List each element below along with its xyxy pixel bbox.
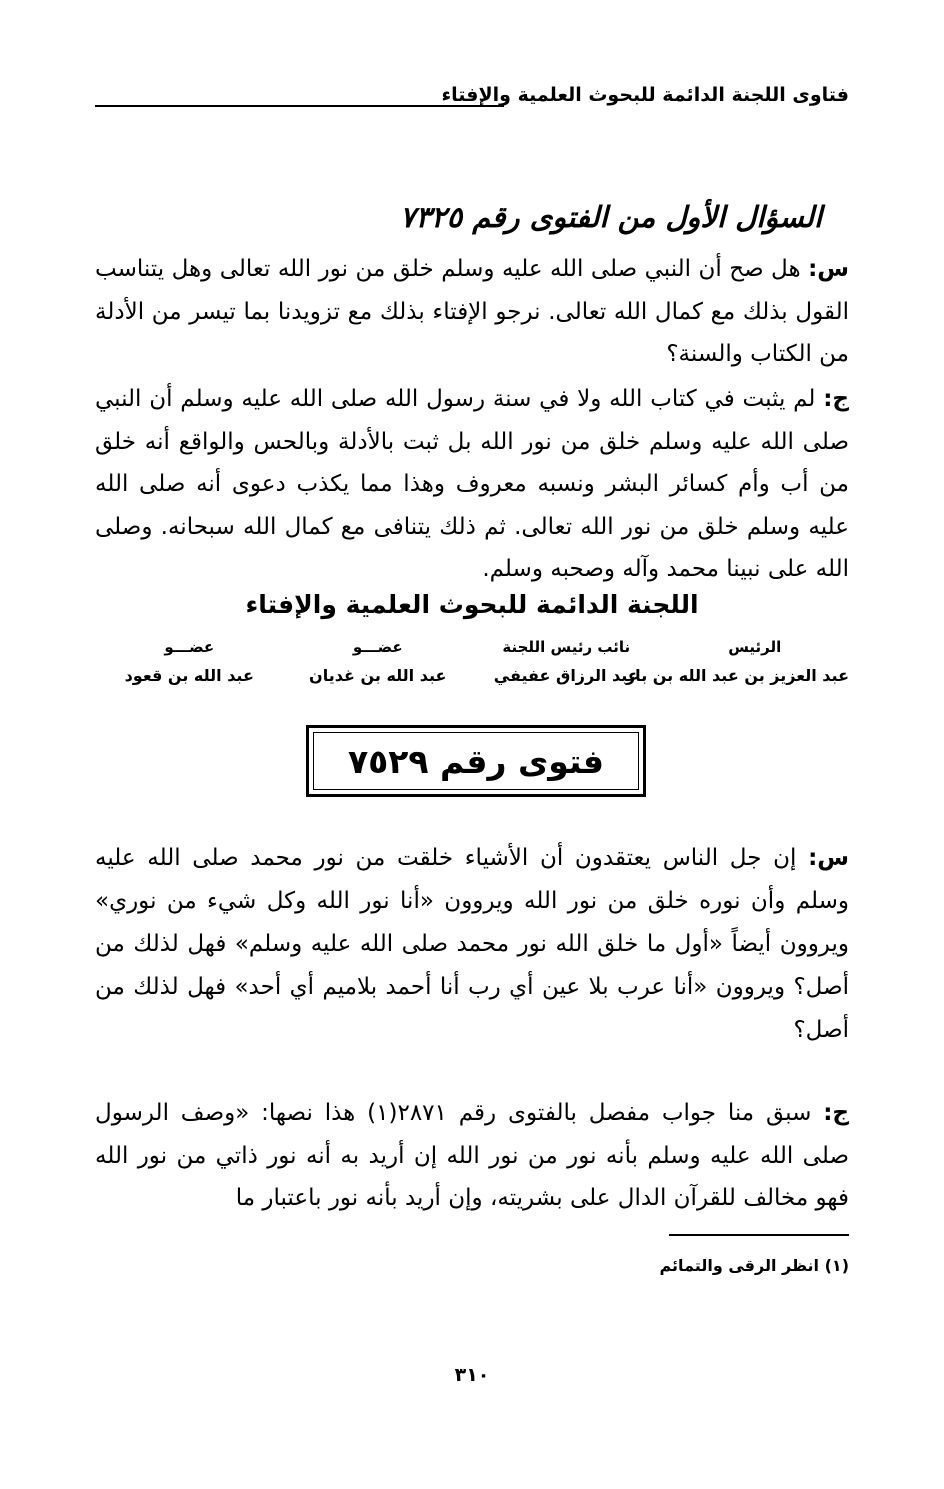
- answer-1-label: ج:: [823, 386, 849, 412]
- answer-2-text: سبق منا جواب مفصل بالفتوى رقم ٢٨٧١(١) هذا نصها: «وصف الرسول صلى الله عليه وسلم بأنه نور من نور الله إن أريد به أنه نور ذاتي من نور الله فهو مخالف للقرآن الدال على بشريته، وإن أريد بأنه نور باعتبار ما: [95, 1100, 849, 1211]
- signatory-name: عبد الله بن قعود: [124, 666, 254, 685]
- question-1-label: س:: [808, 256, 849, 282]
- signatory-role: عضـــو: [164, 638, 215, 656]
- question-1: [95, 248, 849, 376]
- committee-title: اللجنة الدائمة للبحوث العلمية والإفتاء: [245, 590, 699, 619]
- answer-1: [95, 378, 849, 591]
- question-2: [95, 837, 849, 1052]
- question-2-label: س:: [808, 845, 849, 871]
- page-number: ٣١٠: [454, 1364, 490, 1386]
- running-header-title: فتاوى اللجنة الدائمة للبحوث العلمية والإفتاء: [441, 84, 849, 106]
- signatory-role: نائب رئيس اللجنة: [502, 638, 631, 656]
- signatory-role: عضـــو: [352, 638, 403, 656]
- fatwa-number-label: فتوى رقم ٧٥٢٩: [347, 741, 605, 781]
- signatory-names: [95, 666, 849, 685]
- signatory-name: عبد الرزاق عفيفي: [493, 666, 639, 685]
- question-1-text: هل صح أن النبي صلى الله عليه وسلم خلق من نور الله تعالى وهل يتناسب القول بذلك مع كمال الله تعالى. نرجو الإفتاء بذلك مع تزويدنا بما تيسر من الأدلة من الكتاب والسنة؟: [95, 256, 849, 367]
- fatwa-number-box: [306, 725, 646, 797]
- signatory-name: عبد الله بن غديان: [309, 666, 447, 685]
- signatory-roles: [95, 638, 849, 656]
- answer-2: [95, 1092, 849, 1220]
- question-2-text: إن جل الناس يعتقدون أن الأشياء خلقت من نور محمد صلى الله عليه وسلم وأن نوره خلق من نور الله ويروون «أنا نور الله وكل شيء من نوري» ويروون أيضاً «أول ما خلق الله نور محمد صلى الله عليه وسلم» فهل لذلك من أصل؟ ويروون «أنا عرب بلا عين أي رب أنا أحمد بلاميم أي أحد» فهل لذلك من أصل؟: [95, 845, 849, 1043]
- footnote: (١) انظر الرقى والتمائم: [659, 1256, 849, 1275]
- footnote-rule: [669, 1234, 849, 1236]
- header-rule: [95, 105, 504, 107]
- question-heading: السؤال الأول من الفتوى رقم ٧٣٢٥: [399, 200, 822, 234]
- signatory-name: عبد العزيز بن عبد الله بن باز: [625, 666, 849, 685]
- answer-2-label: ج:: [823, 1100, 850, 1126]
- signatory-role: الرئيس: [728, 638, 782, 656]
- answer-1-text: لم يثبت في كتاب الله ولا في سنة رسول الله صلى الله عليه وسلم أن النبي صلى الله عليه وسلم خلق من نور الله بل ثبت بالأدلة وبالحس والواقع أنه خلق من أب وأم كسائر البشر ونسبه معروف وهذا مما يكذب دعوى أنه صلى الله عليه وسلم خلق من نور الله تعالى. ثم ذلك يتنافى مع كمال الله سبحانه. وصلى الله على نبينا محمد وآله وصحبه وسلم.: [95, 386, 849, 582]
- running-header: [95, 84, 849, 114]
